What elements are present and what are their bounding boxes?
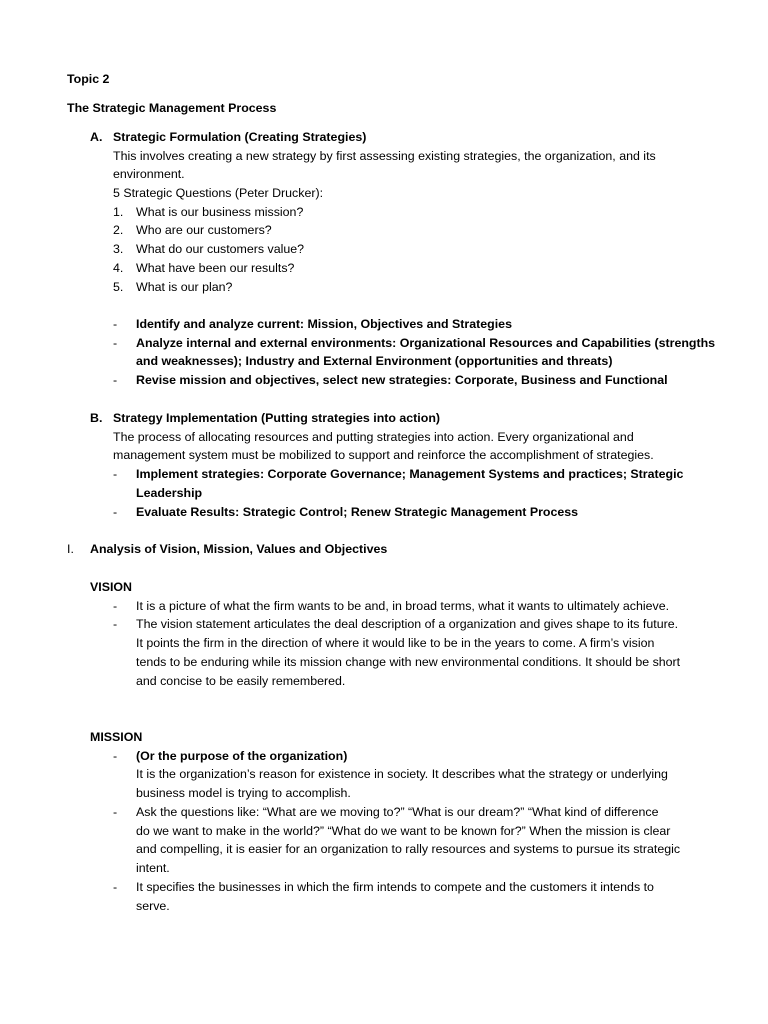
question-text: What have been our results?: [136, 261, 295, 275]
mission-bullet: Ask the questions like: “What are we moving to?” “What is our dream?” “What kind of difference: [136, 805, 659, 819]
vision-bullet: and concise to be easily remembered.: [136, 674, 346, 688]
section-a-bullet: Revise mission and objectives, select new strategies: Corporate, Business and Functional: [136, 373, 668, 387]
topic-label: Topic 2: [67, 72, 110, 86]
bullet-dash: -: [113, 336, 118, 350]
section-b-bullet: Implement strategies: Corporate Governance; Management Systems and practices; Strategic: [136, 467, 684, 481]
question-text: What is our plan?: [136, 280, 233, 294]
section-i-marker: I.: [67, 542, 74, 556]
question-text: What do our customers value?: [136, 242, 305, 256]
question-number: 5.: [113, 280, 124, 294]
bullet-dash: -: [113, 749, 118, 763]
vision-bullet: It points the firm in the direction of where it would like to be in the years to come. A firm’s vision: [136, 636, 655, 650]
section-a-bullet: Identify and analyze current: Mission, Objectives and Strategies: [136, 317, 512, 331]
mission-bullet-bold: (Or the purpose of the organization): [136, 749, 348, 763]
mission-bullet: serve.: [136, 899, 170, 913]
bullet-dash: -: [113, 617, 118, 631]
section-a-bullet: Analyze internal and external environments: Organizational Resources and Capabilities (strengths: [136, 336, 716, 350]
bullet-dash: -: [113, 505, 118, 519]
bullet-dash: -: [113, 467, 118, 481]
question-number: 1.: [113, 205, 124, 219]
bullet-dash: -: [113, 805, 118, 819]
vision-bullet: It is a picture of what the firm wants to be and, in broad terms, what it wants to ultimately achieve.: [136, 599, 670, 613]
mission-bullet: do we want to make in the world?” “What do we want to be known for?” When the mission is clear: [136, 824, 671, 838]
mission-bullet: It is the organization’s reason for existence in society. It describes what the strategy or underlying: [136, 767, 668, 781]
page-title: The Strategic Management Process: [67, 101, 277, 115]
question-text: Who are our customers?: [136, 223, 272, 237]
mission-bullet: intent.: [136, 861, 170, 875]
bullet-dash: -: [113, 373, 118, 387]
section-i-heading: Analysis of Vision, Mission, Values and Objectives: [90, 542, 388, 556]
section-a-heading: Strategic Formulation (Creating Strategies): [113, 130, 367, 144]
mission-heading: MISSION: [90, 730, 143, 744]
section-b-heading: Strategy Implementation (Putting strategies into action): [113, 411, 441, 425]
bullet-dash: -: [113, 880, 118, 894]
section-b-bullet: Evaluate Results: Strategic Control; Renew Strategic Management Process: [136, 505, 579, 519]
bullet-dash: -: [113, 317, 118, 331]
section-b-bullet: Leadership: [136, 486, 203, 500]
section-a-intro-line: This involves creating a new strategy by first assessing existing strategies, the organization, and its: [113, 149, 656, 163]
mission-bullet: and compelling, it is easier for an organization to rally resources and systems to pursue its strategic: [136, 842, 681, 856]
bullet-dash: -: [113, 599, 118, 613]
section-a-intro-line: environment.: [113, 167, 185, 181]
question-text: What is our business mission?: [136, 205, 304, 219]
mission-bullet: It specifies the businesses in which the firm intends to compete and the customers it intends to: [136, 880, 654, 894]
questions-heading: 5 Strategic Questions (Peter Drucker):: [113, 186, 324, 200]
section-a-marker: A.: [90, 130, 103, 144]
question-number: 2.: [113, 223, 124, 237]
section-b-intro-line: The process of allocating resources and putting strategies into action. Every organizational and: [113, 430, 634, 444]
vision-heading: VISION: [90, 580, 132, 594]
section-b-marker: B.: [90, 411, 103, 425]
mission-bullet: business model is trying to accomplish.: [136, 786, 351, 800]
vision-bullet: tends to be enduring while its mission change with new environmental conditions. It should be short: [136, 655, 681, 669]
section-a-bullet: and weaknesses); Industry and External Environment (opportunities and threats): [136, 354, 613, 368]
vision-bullet: The vision statement articulates the deal description of a organization and gives shape to its future.: [136, 617, 679, 631]
question-number: 3.: [113, 242, 124, 256]
section-b-intro-line: management system must be mobilized to support and reinforce the accomplishment of strategies.: [113, 448, 654, 462]
question-number: 4.: [113, 261, 124, 275]
